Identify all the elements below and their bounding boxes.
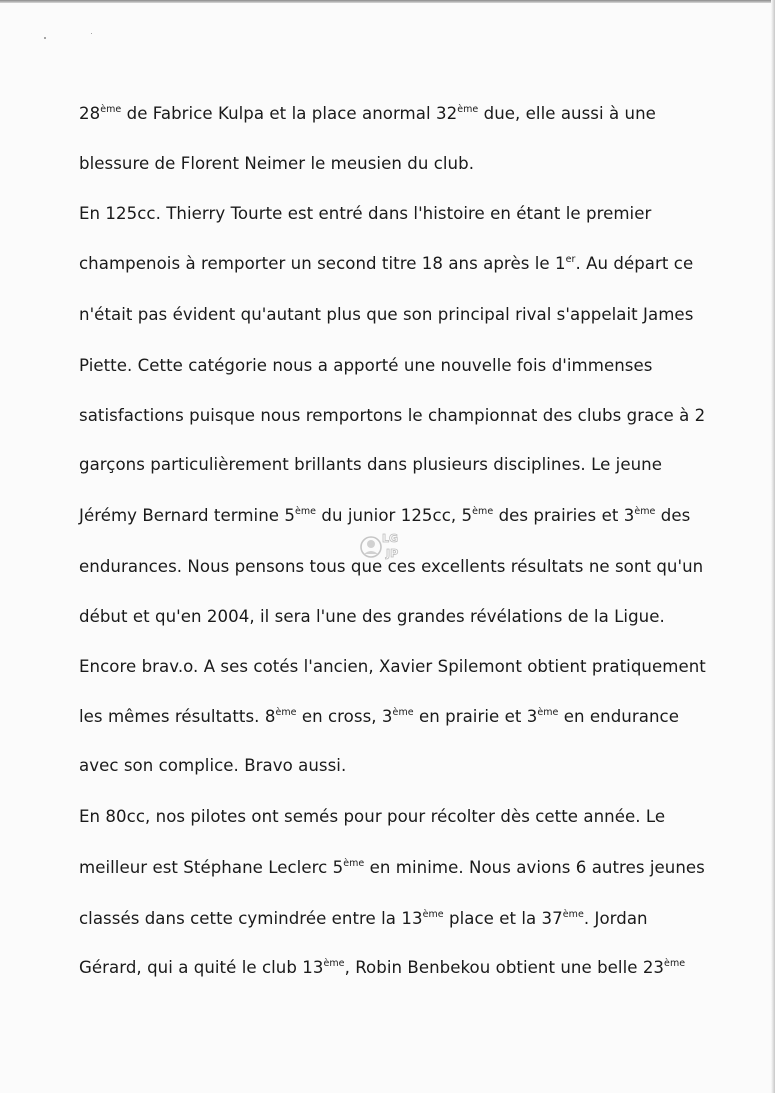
superscript: er [565,254,576,265]
text-line [79,356,652,376]
text-run: satisfactions puisque nous remportons le championnat des clubs grace à 2 [79,406,706,425]
superscript: ème [343,858,365,869]
text-run: Gérard, qui a quité le club 13 [79,958,324,977]
superscript: ème [634,506,656,517]
superscript: ème [294,506,317,517]
superscript: ème [537,707,559,718]
text-run: . Au départ ce [575,254,694,273]
text-line [79,254,693,274]
superscript: ème [562,909,584,920]
text-line [79,154,474,174]
text-run: champenois à remporter un second titre 18 ans après le 1 [79,254,566,273]
superscript: ème [472,506,494,517]
text-line [79,455,662,475]
text-line [79,858,705,878]
text-run: blessure de Florent Neimer le meusien du club. [79,154,475,173]
text-line [79,104,656,124]
text-run: en endurance [558,707,679,726]
text-run: des prairies et 3 [493,506,635,525]
text-run: . Jordan [583,909,648,928]
text-run: classés dans cette cymindrée entre la 13 [79,909,423,928]
superscript: ème [457,104,479,115]
text-run: garçons particulièrement brillants dans plusieurs disciplines. Le jeune [79,455,662,474]
text-line [79,909,648,929]
text-run: place et la 37 [443,909,563,928]
text-run: , Robin Benbekou obtient une belle 23 [344,958,665,977]
scan-right-edge [771,0,775,1093]
scan-speck [44,37,46,39]
text-run: En 125cc. Thierry Tourte est entré dans l'histoire en étant le premier [79,204,652,223]
text-run: En 80cc, nos pilotes ont semés pour pour récolter dès cette année. Le [79,807,666,826]
text-run: du junior 125cc, 5 [316,506,473,525]
scan-speck [91,33,92,34]
text-line [79,406,705,426]
superscript: ème [664,958,686,969]
superscript: ème [323,958,345,969]
text-run: n'était pas évident qu'autant plus que son principal rival s'appelait James [79,305,694,324]
scan-top-edge [0,0,775,3]
superscript: ème [422,909,444,920]
watermark-logo [356,528,414,564]
text-line [79,607,665,627]
watermark-letters-top: LG [382,532,399,545]
text-run: Encore brav.o. A ses cotés l'ancien, Xavier Spilemont obtient pratiquement [79,657,706,676]
text-run: avec son complice. Bravo aussi. [79,756,347,775]
text-run: Piette. Cette catégorie nous a apporté une nouvelle fois d'immenses [79,356,653,375]
text-run: en cross, 3 [296,707,393,726]
text-run: des [655,506,691,525]
text-run: en minime. Nous avions 6 autres jeunes [364,858,705,877]
superscript: ème [275,707,297,718]
text-run: en prairie et 3 [413,707,538,726]
text-line [79,807,665,827]
superscript: ème [392,707,414,718]
text-run: début et qu'en 2004, il sera l'une des grandes révélations de la Ligue. [79,607,665,626]
text-line [79,204,651,224]
text-line [79,506,690,526]
text-line [79,958,685,978]
text-run: les mêmes résultatts. 8 [79,707,276,726]
text-run: endurances. Nous pensons tous que ces excellents résultats ne sont qu'un [79,557,704,576]
text-run: meilleur est Stéphane Leclerc 5 [79,858,344,877]
text-run: de Fabrice Kulpa et la place anormal 32 [121,104,458,123]
text-line [79,756,346,776]
text-run: Jérémy Bernard termine 5 [79,506,295,525]
text-line [79,657,706,677]
text-line [79,707,679,727]
superscript: ème [100,104,122,115]
watermark-letters-bottom: JP [386,547,399,560]
text-run: due, elle aussi à une [478,104,656,123]
text-line [79,305,693,325]
text-run: 28 [79,104,101,123]
